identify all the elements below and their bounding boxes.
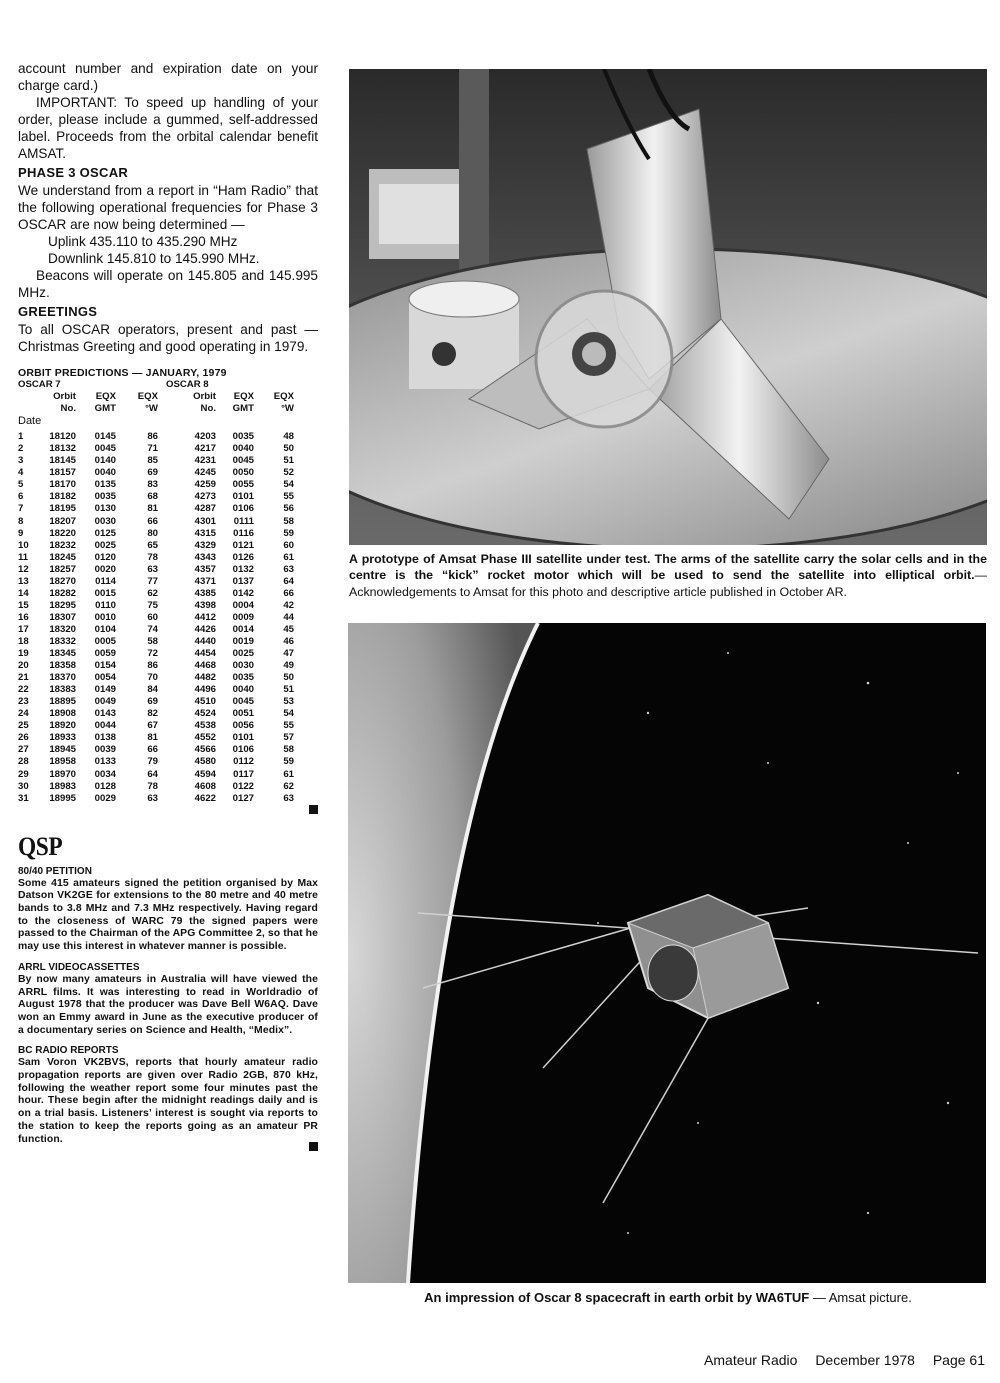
table-cell: 18195 xyxy=(49,503,76,515)
table-cell: 68 xyxy=(147,491,158,503)
table-row xyxy=(18,636,318,648)
table-cell: 0154 xyxy=(94,660,116,672)
table-cell: 4357 xyxy=(194,563,216,575)
table-cell: 0101 xyxy=(232,491,254,503)
table-cell: 4301 xyxy=(194,515,216,527)
uplink-text: Uplink 435.110 to 435.290 MHz xyxy=(48,234,238,249)
table-cell: 0110 xyxy=(95,599,116,611)
table-cell: 0040 xyxy=(232,443,254,455)
table-cell: 82 xyxy=(147,708,158,720)
table-row xyxy=(18,467,318,479)
table-cell: 18145 xyxy=(49,455,76,467)
table-cell: 18282 xyxy=(49,587,76,599)
table-cell: 4580 xyxy=(194,756,216,768)
greetings-text: To all OSCAR operators, present and past — Christmas Greeting and good operating in 1979. xyxy=(18,322,318,354)
table-cell: 0004 xyxy=(232,599,254,611)
table-row xyxy=(18,479,318,491)
table-cell: 0049 xyxy=(94,696,116,708)
orbit-table xyxy=(18,379,318,805)
table-cell: 4496 xyxy=(194,684,216,696)
oscar8-label: OSCAR 8 xyxy=(166,379,209,390)
table-cell: 86 xyxy=(147,431,158,443)
table-cell: 0025 xyxy=(94,539,116,551)
table-cell: 0040 xyxy=(94,467,116,479)
header-orbit: Orbit xyxy=(193,391,216,403)
table-cell: 18232 xyxy=(49,539,76,551)
table-cell: 85 xyxy=(147,455,158,467)
table-cell: 0116 xyxy=(233,527,254,539)
header-gmt: GMT xyxy=(232,403,254,415)
table-cell: 23 xyxy=(18,696,29,708)
table-cell: 4398 xyxy=(194,599,216,611)
table-cell: 6 xyxy=(18,491,24,503)
orbit-table-title: ORBIT PREDICTIONS — JANUARY, 1979 xyxy=(18,367,227,379)
table-cell: 55 xyxy=(283,491,294,503)
table-cell: 4315 xyxy=(194,527,216,539)
oscar7-label: OSCAR 7 xyxy=(18,379,61,390)
table-cell: 77 xyxy=(147,575,158,587)
table-row xyxy=(18,769,318,781)
table-row xyxy=(18,431,318,443)
beacons-text: Beacons will operate on 145.805 and 145.995 MHz. xyxy=(18,268,318,300)
table-cell: 0117 xyxy=(233,768,254,780)
page-footer xyxy=(690,1352,985,1368)
table-cell: 50 xyxy=(283,443,294,455)
phase3-text: We understand from a report in “Ham Radio” that the following operational frequencies for Phase 3 OSCAR are now being determined — xyxy=(18,183,318,232)
table-cell: 0055 xyxy=(232,479,254,491)
table-cell: 0125 xyxy=(94,527,116,539)
table-cell: 78 xyxy=(147,780,158,792)
table-cell: 4608 xyxy=(194,780,216,792)
table-cell: 4454 xyxy=(194,648,216,660)
photo2-caption-credit: — Amsat picture. xyxy=(809,1290,912,1305)
table-row xyxy=(18,588,318,600)
table-cell: 0035 xyxy=(232,431,254,443)
table-cell: 74 xyxy=(147,623,158,635)
table-cell: 4482 xyxy=(194,672,216,684)
header-w: °W xyxy=(145,403,158,415)
table-cell: 86 xyxy=(147,660,158,672)
table-cell: 7 xyxy=(18,503,24,515)
table-row xyxy=(18,672,318,684)
table-cell: 0039 xyxy=(94,744,116,756)
table-cell: 0045 xyxy=(232,455,254,467)
table-cell: 11 xyxy=(18,551,29,563)
footer-page: Page 61 xyxy=(932,1352,985,1368)
table-cell: 83 xyxy=(147,479,158,491)
header-eqx: EQX xyxy=(273,391,294,403)
table-cell: 72 xyxy=(147,648,158,660)
table-cell: 18945 xyxy=(49,744,76,756)
table-cell: 4371 xyxy=(194,575,216,587)
table-cell: 30 xyxy=(18,780,29,792)
table-cell: 58 xyxy=(283,744,294,756)
table-row xyxy=(18,552,318,564)
left-column xyxy=(18,60,318,1156)
table-cell: 81 xyxy=(147,732,158,744)
table-row xyxy=(18,612,318,624)
table-cell: 0120 xyxy=(94,551,116,563)
greetings-heading: GREETINGS xyxy=(18,304,98,319)
table-cell: 71 xyxy=(147,443,158,455)
table-row xyxy=(18,756,318,768)
table-row xyxy=(18,624,318,636)
table-cell: 4426 xyxy=(194,623,216,635)
table-cell: 0056 xyxy=(232,720,254,732)
table-cell: 84 xyxy=(147,684,158,696)
table-cell: 53 xyxy=(283,696,294,708)
table-cell: 0130 xyxy=(94,503,116,515)
photo1-caption-bold: A prototype of Amsat Phase III satellite under test. The arms of the satellite carry the solar cells and in the centre is the “kick” rocket motor which will be used to send the satellite into elliptical orbit. xyxy=(349,552,987,583)
table-row xyxy=(18,708,318,720)
table-cell: 0145 xyxy=(94,431,116,443)
bc-heading: BC RADIO REPORTS xyxy=(18,1045,119,1057)
table-row xyxy=(18,781,318,793)
table-cell: 18307 xyxy=(49,611,76,623)
table-cell: 4329 xyxy=(194,539,216,551)
table-cell: 70 xyxy=(147,672,158,684)
end-mark xyxy=(309,1142,318,1151)
table-row xyxy=(18,744,318,756)
table-cell: 18182 xyxy=(49,491,76,503)
table-row xyxy=(18,600,318,612)
end-mark xyxy=(309,805,318,814)
table-cell: 18157 xyxy=(49,467,76,479)
table-cell: 79 xyxy=(147,756,158,768)
table-cell: 0127 xyxy=(232,792,254,804)
table-cell: 18370 xyxy=(49,672,76,684)
table-cell: 4343 xyxy=(194,551,216,563)
table-row xyxy=(18,576,318,588)
table-cell: 0059 xyxy=(94,648,116,660)
table-cell: 18345 xyxy=(49,648,76,660)
table-cell: 18970 xyxy=(49,768,76,780)
table-cell: 0135 xyxy=(94,479,116,491)
header-no: No. xyxy=(60,403,76,415)
arrl-text: By now many amateurs in Australia will have viewed the ARRL films. It was interesting to read in Worldradio of August 1978 that the producer was Dave Bell W6AQ. Dave won an Emmy award in June as the executive producer of a documentary series on Science and Health, “Medix”. xyxy=(18,973,318,1036)
table-row xyxy=(18,564,318,576)
table-cell: 0014 xyxy=(232,623,254,635)
table-cell: 18120 xyxy=(49,431,76,443)
table-cell: 18170 xyxy=(49,479,76,491)
table-row xyxy=(18,528,318,540)
table-cell: 0009 xyxy=(232,611,254,623)
table-cell: 0030 xyxy=(94,515,116,527)
table-cell: 16 xyxy=(18,611,29,623)
header-orbit: Orbit xyxy=(53,391,76,403)
header-no: No. xyxy=(200,403,216,415)
table-cell: 54 xyxy=(283,708,294,720)
table-cell: 57 xyxy=(283,732,294,744)
photo1-caption xyxy=(349,551,987,600)
table-cell: 0133 xyxy=(94,756,116,768)
photo1-caption-credit: —Acknowledgements to Amsat for this photo and descriptive article published in October AR. xyxy=(349,568,987,599)
header-eqx: EQX xyxy=(95,391,116,403)
table-cell: 54 xyxy=(283,479,294,491)
petition-text: Some 415 amateurs signed the petition organised by Max Datson VK2GE for extensions to the 80 metre and 40 metre bands to 3.8 MHz and 7.3 MHz respectively. Having regard to the closeness of WARC 79 the signed papers were passed to the Chairman of the APG Committee 2, so that he may use this interest in whatever manner is possible. xyxy=(18,877,318,953)
table-cell: 0044 xyxy=(94,720,116,732)
table-cell: 66 xyxy=(283,587,294,599)
table-cell: 0015 xyxy=(94,587,116,599)
table-cell: 0111 xyxy=(233,515,254,527)
table-cell: 4287 xyxy=(194,503,216,515)
table-cell: 0034 xyxy=(94,768,116,780)
table-cell: 22 xyxy=(18,684,29,696)
important-text: IMPORTANT: To speed up handling of your order, please include a gummed, self-addressed label. Proceeds from the orbital calendar benefit AMSAT. xyxy=(18,95,318,161)
table-cell: 4273 xyxy=(194,491,216,503)
table-cell: 4538 xyxy=(194,720,216,732)
table-cell: 17 xyxy=(18,623,29,635)
table-cell: 27 xyxy=(18,744,29,756)
table-cell: 13 xyxy=(18,575,29,587)
table-row xyxy=(18,660,318,672)
table-cell: 66 xyxy=(147,744,158,756)
table-cell: 0140 xyxy=(94,455,116,467)
table-row xyxy=(18,648,318,660)
table-cell: 46 xyxy=(283,635,294,647)
table-cell: 45 xyxy=(283,623,294,635)
table-cell: 4231 xyxy=(194,455,216,467)
table-cell: 48 xyxy=(283,431,294,443)
table-cell: 20 xyxy=(18,660,29,672)
table-row xyxy=(18,720,318,732)
table-cell: 4552 xyxy=(194,732,216,744)
petition-heading: 80/40 PETITION xyxy=(18,865,92,877)
phase3-heading: PHASE 3 OSCAR xyxy=(18,165,129,180)
table-cell: 0054 xyxy=(94,672,116,684)
table-cell: 18332 xyxy=(49,635,76,647)
table-cell: 18257 xyxy=(49,563,76,575)
table-cell: 4468 xyxy=(194,660,216,672)
header-gmt: GMT xyxy=(94,403,116,415)
table-cell: 56 xyxy=(283,503,294,515)
table-cell: 60 xyxy=(283,539,294,551)
table-cell: 18983 xyxy=(49,780,76,792)
table-cell: 61 xyxy=(283,551,294,563)
table-cell: 0029 xyxy=(94,792,116,804)
table-cell: 0114 xyxy=(95,575,116,587)
table-cell: 64 xyxy=(147,768,158,780)
table-cell: 0122 xyxy=(232,780,254,792)
table-cell: 61 xyxy=(283,768,294,780)
table-cell: 18933 xyxy=(49,732,76,744)
table-cell: 63 xyxy=(283,563,294,575)
table-cell: 4203 xyxy=(194,431,216,443)
table-cell: 0030 xyxy=(232,660,254,672)
table-cell: 0128 xyxy=(94,780,116,792)
table-cell: 18132 xyxy=(49,443,76,455)
table-cell: 28 xyxy=(18,756,29,768)
table-cell: 18383 xyxy=(49,684,76,696)
table-cell: 18295 xyxy=(49,599,76,611)
table-cell: 63 xyxy=(147,792,158,804)
table-cell: 50 xyxy=(283,672,294,684)
table-cell: 0101 xyxy=(232,732,254,744)
table-cell: 4245 xyxy=(194,467,216,479)
table-cell: 4385 xyxy=(194,587,216,599)
table-cell: 0035 xyxy=(232,672,254,684)
table-cell: 75 xyxy=(147,599,158,611)
table-row xyxy=(18,684,318,696)
table-cell: 0025 xyxy=(232,648,254,660)
table-row xyxy=(18,503,318,515)
table-cell: 59 xyxy=(283,756,294,768)
table-cell: 8 xyxy=(18,515,24,527)
table-row xyxy=(18,455,318,467)
table-cell: 44 xyxy=(283,611,294,623)
table-cell: 58 xyxy=(283,515,294,527)
table-cell: 81 xyxy=(147,503,158,515)
table-cell: 3 xyxy=(18,455,24,467)
table-row xyxy=(18,540,318,552)
table-row xyxy=(18,732,318,744)
table-cell: 64 xyxy=(283,575,294,587)
table-cell: 0005 xyxy=(94,635,116,647)
table-cell: 51 xyxy=(283,455,294,467)
table-cell: 4566 xyxy=(194,744,216,756)
table-cell: 62 xyxy=(283,780,294,792)
table-cell: 63 xyxy=(147,563,158,575)
table-cell: 4440 xyxy=(194,635,216,647)
table-cell: 0138 xyxy=(94,732,116,744)
bc-text: Sam Voron VK2BVS, reports that hourly amateur radio propagation reports are given over Radio 2GB, 870 kHz, following the weather report some four minutes past the hour. These begin after the midnight readings daily and is on a trial basis. Listeners’ interest is sought via reports to the station to keep the reports going as an amateur PR function. xyxy=(18,1057,318,1145)
table-cell: 0142 xyxy=(232,587,254,599)
phase3-prototype-photo xyxy=(349,69,987,545)
table-cell: 0106 xyxy=(232,744,254,756)
table-cell: 4594 xyxy=(194,768,216,780)
table-cell: 18958 xyxy=(49,756,76,768)
table-cell: 14 xyxy=(18,587,29,599)
table-cell: 10 xyxy=(18,539,29,551)
table-cell: 9 xyxy=(18,527,24,539)
table-cell: 18245 xyxy=(49,551,76,563)
footer-publication: Amateur Radio xyxy=(704,1352,798,1368)
table-cell: 47 xyxy=(283,648,294,660)
table-row xyxy=(18,491,318,503)
table-cell: 0137 xyxy=(232,575,254,587)
table-cell: 0143 xyxy=(94,708,116,720)
table-row xyxy=(18,696,318,708)
table-row xyxy=(18,443,318,455)
table-cell: 0010 xyxy=(94,611,116,623)
table-cell: 0132 xyxy=(232,563,254,575)
table-cell: 18207 xyxy=(49,515,76,527)
table-cell: 24 xyxy=(18,708,29,720)
table-cell: 49 xyxy=(283,660,294,672)
table-cell: 4412 xyxy=(194,611,216,623)
table-cell: 31 xyxy=(18,792,29,804)
table-cell: 2 xyxy=(18,443,24,455)
table-cell: 51 xyxy=(283,684,294,696)
table-cell: 0149 xyxy=(94,684,116,696)
table-cell: 0106 xyxy=(232,503,254,515)
table-cell: 0121 xyxy=(232,539,254,551)
table-cell: 0112 xyxy=(233,756,254,768)
table-cell: 60 xyxy=(147,611,158,623)
table-cell: 67 xyxy=(147,720,158,732)
table-cell: 18 xyxy=(18,635,29,647)
table-cell: 69 xyxy=(147,467,158,479)
table-cell: 0040 xyxy=(232,684,254,696)
table-cell: 63 xyxy=(283,792,294,804)
table-row xyxy=(18,516,318,528)
table-cell: 65 xyxy=(147,539,158,551)
table-cell: 18995 xyxy=(49,792,76,804)
table-cell: 58 xyxy=(147,635,158,647)
table-cell: 42 xyxy=(283,599,294,611)
table-cell: 0020 xyxy=(94,563,116,575)
table-cell: 18220 xyxy=(49,527,76,539)
table-cell: 80 xyxy=(147,527,158,539)
table-cell: 12 xyxy=(18,563,29,575)
intro-text: account number and expiration date on your charge card.) xyxy=(18,61,318,93)
arrl-heading: ARRL VIDEOCASSETTES xyxy=(18,961,140,973)
table-cell: 59 xyxy=(283,527,294,539)
table-cell: 0019 xyxy=(232,635,254,647)
table-cell: 0045 xyxy=(94,443,116,455)
table-cell: 19 xyxy=(18,648,29,660)
table-cell: 4524 xyxy=(194,708,216,720)
table-cell: 52 xyxy=(283,467,294,479)
table-cell: 18920 xyxy=(49,720,76,732)
table-cell: 4510 xyxy=(194,696,216,708)
table-cell: 0050 xyxy=(232,467,254,479)
footer-issue: December 1978 xyxy=(815,1352,915,1368)
table-cell: 4259 xyxy=(194,479,216,491)
oscar8-impression-photo xyxy=(348,623,986,1283)
header-w: °W xyxy=(281,403,294,415)
table-cell: 21 xyxy=(18,672,29,684)
table-cell: 5 xyxy=(18,479,24,491)
table-cell: 0045 xyxy=(232,696,254,708)
table-cell: 4217 xyxy=(194,443,216,455)
table-cell: 0051 xyxy=(232,708,254,720)
table-cell: 29 xyxy=(18,768,29,780)
table-cell: 62 xyxy=(147,587,158,599)
table-cell: 66 xyxy=(147,515,158,527)
table-cell: 18908 xyxy=(49,708,76,720)
table-cell: 4622 xyxy=(194,792,216,804)
table-cell: 18895 xyxy=(49,696,76,708)
table-cell: 78 xyxy=(147,551,158,563)
header-eqx: EQX xyxy=(233,391,254,403)
table-cell: 25 xyxy=(18,720,29,732)
downlink-text: Downlink 145.810 to 145.990 MHz. xyxy=(48,251,260,266)
table-cell: 4 xyxy=(18,467,24,479)
qsp-title: QSP xyxy=(18,831,63,861)
table-cell: 26 xyxy=(18,732,29,744)
header-eqx: EQX xyxy=(137,391,158,403)
table-cell: 0104 xyxy=(94,623,116,635)
photo2-caption-bold: An impression of Oscar 8 spacecraft in earth orbit by WA6TUF xyxy=(424,1290,810,1305)
table-cell: 18320 xyxy=(49,623,76,635)
header-date: Date xyxy=(18,415,42,428)
table-cell: 15 xyxy=(18,599,29,611)
table-cell: 69 xyxy=(147,696,158,708)
table-cell: 18270 xyxy=(49,575,76,587)
table-cell: 0126 xyxy=(232,551,254,563)
table-cell: 0035 xyxy=(94,491,116,503)
photo2-caption xyxy=(349,1290,987,1305)
table-cell: 55 xyxy=(283,720,294,732)
table-cell: 1 xyxy=(18,431,24,443)
table-cell: 18358 xyxy=(49,660,76,672)
